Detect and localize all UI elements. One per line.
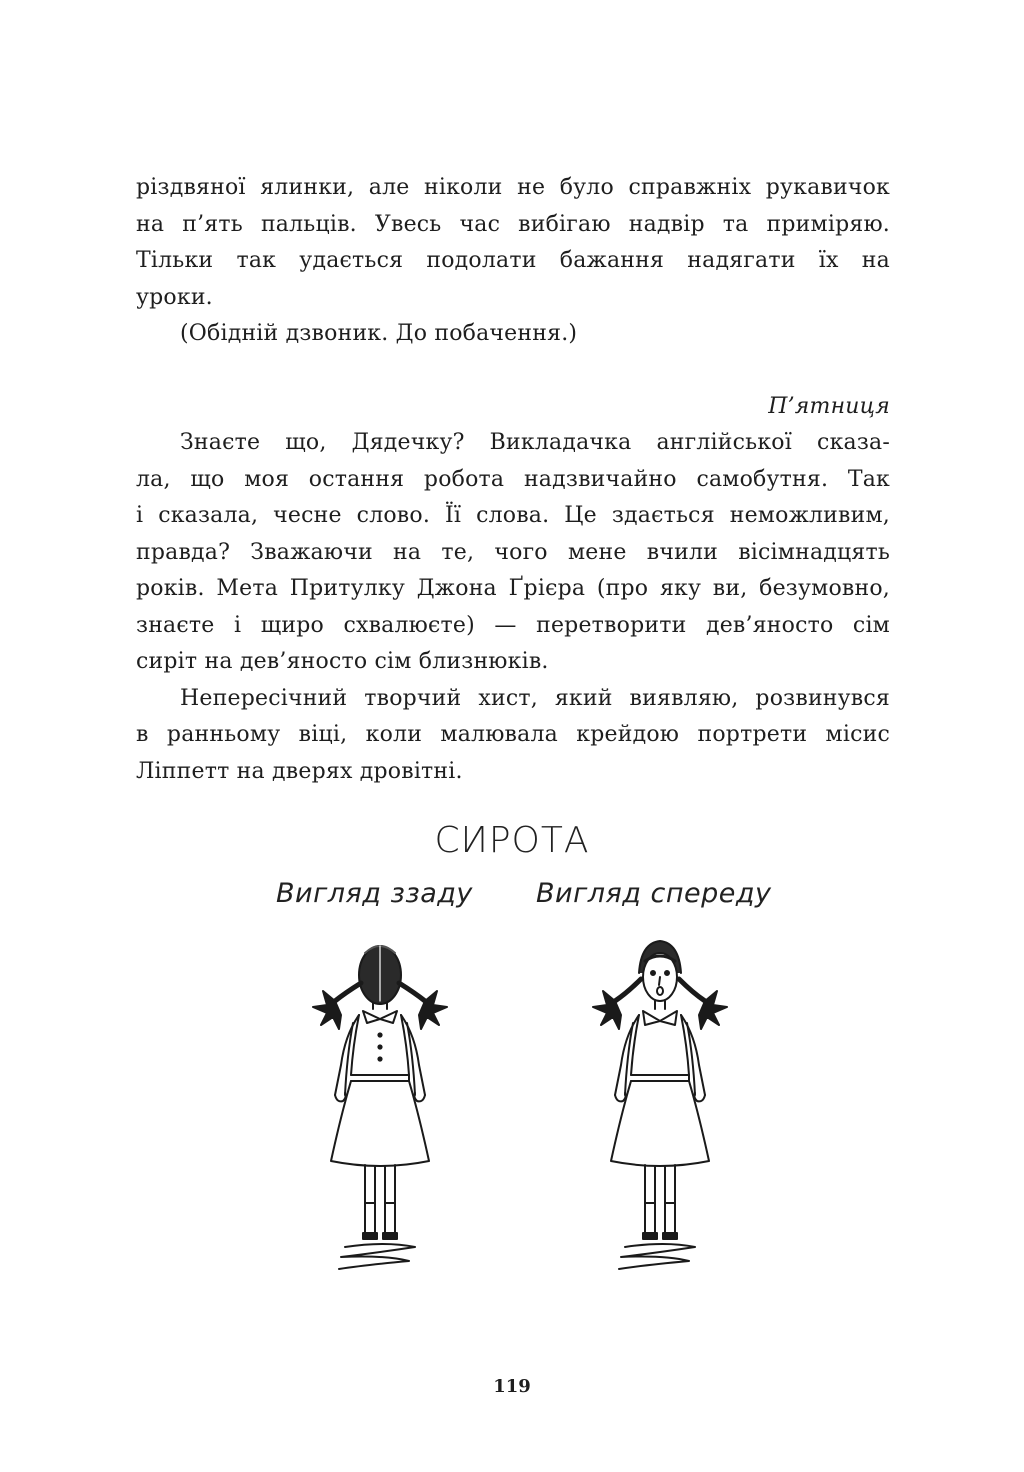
body-text <box>136 170 890 790</box>
text-line: ла, що моя остання робота надзвичайно самобутня. Так <box>136 466 890 492</box>
text-line: і сказала, чесне слово. Її слова. Це здається неможливим, <box>136 503 890 528</box>
text-line: знаєте і щиро схвалюєте) — перетворити дев’яносто сім <box>136 612 890 638</box>
diary-date-heading: П’ятниця <box>768 393 890 419</box>
text-line: уроки. <box>136 284 213 310</box>
orphan-girl-front-view-icon <box>585 935 735 1295</box>
text-line: правда? Зважаючи на те, чого мене вчили вісімнадцять <box>136 539 890 565</box>
text-line: на п’ять пальців. Увесь час вибігаю надвір та приміряю. <box>136 211 890 237</box>
text-line: Ліппетт на дверях дровітні. <box>136 758 463 784</box>
sketch-title: СИРОТА <box>434 820 590 861</box>
page-number: 119 <box>493 1376 531 1397</box>
text-line: Знаєте що, Дядечку? Викладачка англійської сказа- <box>180 430 890 455</box>
text-line: в ранньому віці, коли малювала крейдою портрети місис <box>136 722 890 747</box>
paragraph-gap <box>136 353 890 389</box>
front-view-label: Вигляд спереду <box>536 878 772 909</box>
text-line: років. Мета Притулку Джона Ґрієра (про яку ви, безумовно, <box>136 576 890 601</box>
text-line: Тільки так удається подолати бажання надягати їх на <box>136 248 890 273</box>
back-view-label: Вигляд ззаду <box>276 878 473 909</box>
orphan-girl-back-view-icon <box>305 935 455 1295</box>
text-line: різдвяної ялинки, але ніколи не було справжніх рукавичок <box>136 175 890 200</box>
text-line: (Обідній дзвоник. До побачення.) <box>180 321 578 346</box>
text-line: сиріт на дев’яносто сім близнюків. <box>136 649 549 674</box>
text-line: Непересічний творчий хист, який виявляю, розвинувся <box>180 685 890 711</box>
